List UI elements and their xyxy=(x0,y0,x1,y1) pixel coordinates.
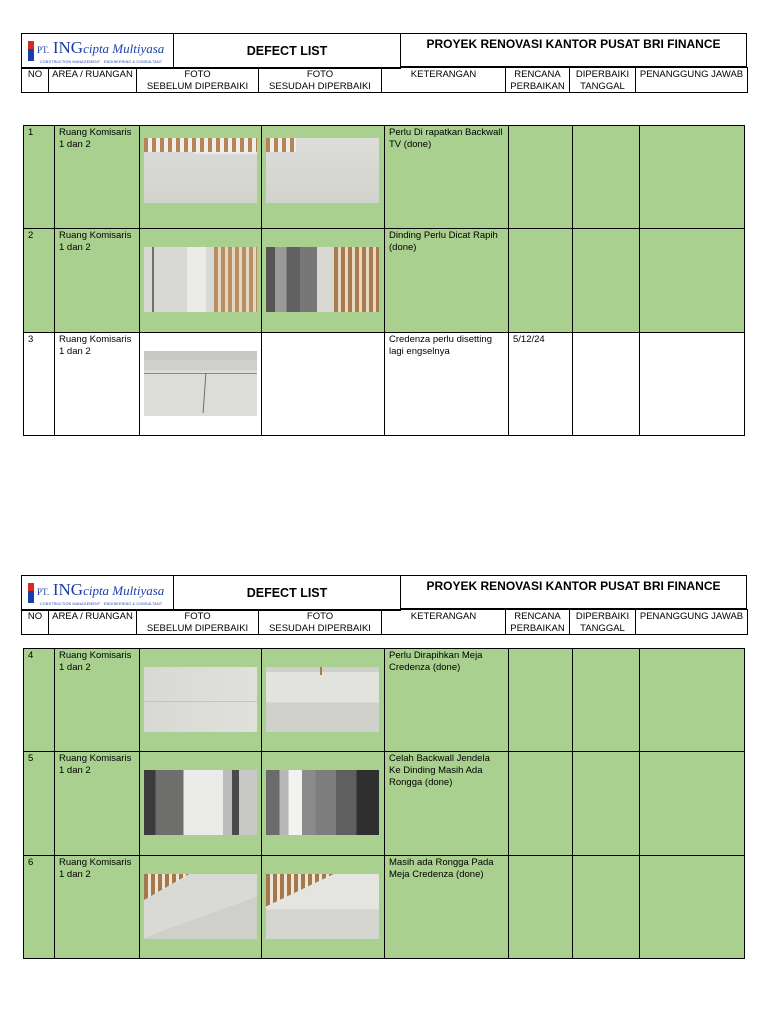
document-header xyxy=(21,33,748,93)
row-keterangan: Perlu Dirapihkan Meja Credenza (done) xyxy=(385,649,509,751)
row-penanggung-jawab xyxy=(640,229,744,332)
column-headers xyxy=(21,609,748,635)
after-photo-cell xyxy=(262,333,385,435)
col-keterangan: KETERANGAN xyxy=(382,610,506,634)
row-number: 2 xyxy=(24,229,55,332)
col-before: FOTO SEBELUM DIPERBAIKI xyxy=(137,68,259,92)
document-title: DEFECT LIST xyxy=(173,575,401,611)
table-row xyxy=(24,752,744,856)
table-row xyxy=(24,649,744,752)
row-penanggung-jawab xyxy=(640,126,744,228)
row-penanggung-jawab xyxy=(640,752,744,855)
table-row xyxy=(24,333,744,436)
document-header xyxy=(21,575,748,635)
col-area: AREA / RUANGAN xyxy=(49,68,137,92)
logo-wordmark: PT. INGcipta Multiyasa xyxy=(37,580,165,599)
row-keterangan: Celah Backwall Jendela Ke Dinding Masih Ada Rongga (done) xyxy=(385,752,509,855)
logo-subtitle: CONSTRUCTION MANAGEMENT · ENGINEERING & CONSULTANT xyxy=(40,60,163,64)
after-photo-cell xyxy=(262,649,385,751)
row-area: Ruang Komisaris 1 dan 2 xyxy=(55,649,140,751)
row-keterangan: Masih ada Rongga Pada Meja Credenza (done) xyxy=(385,856,509,958)
row-number: 3 xyxy=(24,333,55,435)
defect-table xyxy=(23,648,745,959)
col-penanggung-jawab: PENANGGUNG JAWAB xyxy=(639,611,744,622)
row-penanggung-jawab xyxy=(640,649,744,751)
row-rencana xyxy=(509,126,573,228)
before-photo xyxy=(144,247,257,312)
before-photo xyxy=(144,351,257,416)
row-keterangan: Credenza perlu disetting lagi engselnya xyxy=(385,333,509,435)
logo-mark-icon xyxy=(28,583,34,603)
col-rencana: RENCANA PERBAIKAN xyxy=(506,68,570,92)
after-photo xyxy=(266,770,379,835)
after-photo xyxy=(266,874,379,939)
after-photo-cell xyxy=(262,229,385,332)
row-penanggung-jawab xyxy=(640,856,744,958)
table-row xyxy=(24,856,744,959)
defect-table xyxy=(23,125,745,436)
row-area: Ruang Komisaris 1 dan 2 xyxy=(55,126,140,228)
row-tanggal xyxy=(573,126,640,228)
before-photo-cell xyxy=(140,856,262,958)
column-headers xyxy=(21,67,748,93)
before-photo-cell xyxy=(140,752,262,855)
col-tanggal: DIPERBAIKI TANGGAL xyxy=(570,610,636,634)
before-photo-cell xyxy=(140,649,262,751)
col-no: NO xyxy=(22,610,49,634)
after-photo xyxy=(266,247,379,312)
row-penanggung-jawab xyxy=(640,333,744,435)
after-photo xyxy=(266,138,379,203)
project-title: PROYEK RENOVASI KANTOR PUSAT BRI FINANCE xyxy=(401,575,747,609)
row-rencana xyxy=(509,649,573,751)
row-area: Ruang Komisaris 1 dan 2 xyxy=(55,752,140,855)
before-photo-cell xyxy=(140,126,262,228)
row-rencana xyxy=(509,229,573,332)
row-number: 4 xyxy=(24,649,55,751)
row-keterangan: Perlu Di rapatkan Backwall TV (done) xyxy=(385,126,509,228)
col-tanggal: DIPERBAIKI TANGGAL xyxy=(570,68,636,92)
table-row xyxy=(24,126,744,229)
document-title: DEFECT LIST xyxy=(173,33,401,69)
col-after: FOTO SESUDAH DIPERBAIKI xyxy=(259,68,382,92)
before-photo xyxy=(144,874,257,939)
before-photo xyxy=(144,138,257,203)
col-after: FOTO SESUDAH DIPERBAIKI xyxy=(259,610,382,634)
before-photo-cell xyxy=(140,229,262,332)
logo-subtitle: CONSTRUCTION MANAGEMENT · ENGINEERING & CONSULTANT xyxy=(40,602,163,606)
project-title: PROYEK RENOVASI KANTOR PUSAT BRI FINANCE xyxy=(401,33,747,67)
col-before: FOTO SEBELUM DIPERBAIKI xyxy=(137,610,259,634)
row-tanggal xyxy=(573,333,640,435)
row-keterangan: Dinding Perlu Dicat Rapih (done) xyxy=(385,229,509,332)
row-tanggal xyxy=(573,649,640,751)
logo-wordmark: PT. INGcipta Multiyasa xyxy=(37,38,165,57)
col-keterangan: KETERANGAN xyxy=(382,68,506,92)
row-number: 6 xyxy=(24,856,55,958)
row-number: 1 xyxy=(24,126,55,228)
row-rencana xyxy=(509,752,573,855)
row-rencana xyxy=(509,856,573,958)
row-tanggal xyxy=(573,752,640,855)
row-tanggal xyxy=(573,856,640,958)
before-photo xyxy=(144,667,257,732)
row-rencana: 5/12/24 xyxy=(509,333,573,435)
company-logo xyxy=(21,33,174,69)
row-area: Ruang Komisaris 1 dan 2 xyxy=(55,333,140,435)
col-penanggung-jawab: PENANGGUNG JAWAB xyxy=(639,69,744,80)
before-photo-cell xyxy=(140,333,262,435)
col-rencana: RENCANA PERBAIKAN xyxy=(506,610,570,634)
after-photo-cell xyxy=(262,126,385,228)
col-no: NO xyxy=(22,68,49,92)
before-photo xyxy=(144,770,257,835)
company-logo xyxy=(21,575,174,611)
row-area: Ruang Komisaris 1 dan 2 xyxy=(55,856,140,958)
row-number: 5 xyxy=(24,752,55,855)
row-tanggal xyxy=(573,229,640,332)
row-area: Ruang Komisaris 1 dan 2 xyxy=(55,229,140,332)
after-photo-cell xyxy=(262,752,385,855)
logo-mark-icon xyxy=(28,41,34,61)
after-photo xyxy=(266,667,379,732)
table-row xyxy=(24,229,744,333)
col-area: AREA / RUANGAN xyxy=(49,610,137,634)
after-photo-cell xyxy=(262,856,385,958)
